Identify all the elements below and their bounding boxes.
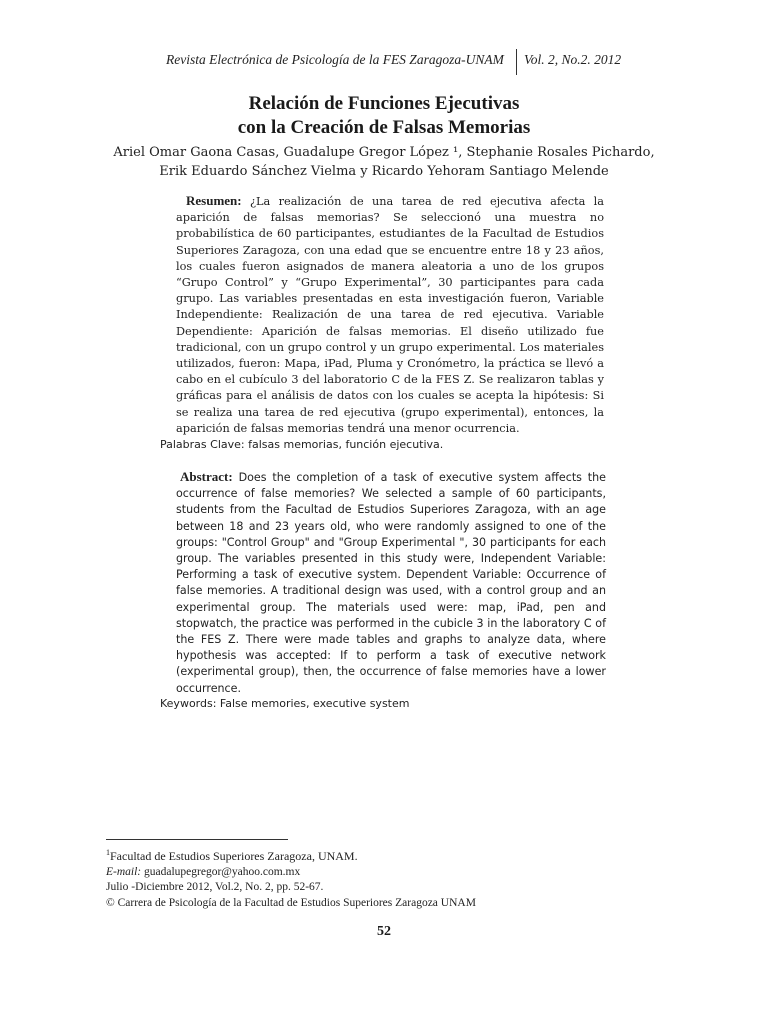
abstract-label: Abstract: — [180, 469, 233, 484]
title-line-2: con la Creación de Falsas Memorias — [237, 117, 531, 138]
footnote-email — [106, 865, 666, 881]
footnote-rule — [106, 839, 288, 840]
authors-line-2: Erik Eduardo Sánchez Vielma y Ricardo Yehoram Santiago Melende — [159, 164, 609, 179]
footnote-copyright: © Carrera de Psicología de la Facultad de Estudios Superiores Zaragoza UNAM — [106, 896, 476, 909]
affiliation-text: Facultad de Estudios Superiores Zaragoza, UNAM. — [110, 849, 358, 863]
resumen-label: Resumen: — [186, 193, 242, 208]
abstract-text: Does the completion of a task of executive system affects the occurrence of false memories? We selected a sample of 60 participants, students from the Facultad de Estudios Superiores Zaragoza, with an age between 18 and 23 years old, who were randomly assigned to one of the groups: "Control Group" and "Group Experimental ", 30 participants for each group. The variables presented in this study were, Independent Variable: Performing a task of executive system. Dependent Variable: Occurrence of false memories. A traditional design was used, with a control group and an experimental group. The materials used were: map, iPad, pen and stopwatch, the practice was performed in the cubicle 3 in the laboratory C of the FES Z. There were made tables and graphs to analyze data, where hypothesis was accepted: If to perform a task of executive network (experimental group), then, the occurrence of false memories have a lower occurrence. — [176, 471, 606, 695]
running-header — [140, 49, 640, 75]
journal-name: Revista Electrónica de Psicología de la FES Zaragoza-UNAM — [166, 52, 504, 67]
palabras-clave: Palabras Clave: falsas memorias, función ejecutiva. — [160, 438, 444, 451]
authors-line-1: Ariel Omar Gaona Casas, Guadalupe Gregor López ¹, Stephanie Rosales Pichardo, — [113, 145, 655, 160]
footnote-affiliation — [106, 845, 666, 865]
header-separator — [516, 49, 517, 75]
article-title — [0, 92, 768, 140]
title-line-1: Relación de Funciones Ejecutivas — [248, 93, 520, 114]
resumen-section — [176, 193, 604, 437]
email-address[interactable]: guadalupegregor@yahoo.com.mx — [144, 865, 301, 878]
keywords: Keywords: False memories, executive system — [160, 697, 410, 710]
volume-info: Vol. 2, No.2. 2012 — [524, 52, 622, 67]
abstract-paragraph — [176, 469, 606, 697]
resumen-text: ¿La realización de una tarea de red ejecutiva afecta la aparición de falsas memorias? Se seleccionó una muestra no probabilística de 60 participantes, estudiantes de la Facultad de Estudios Superiores Zaragoza, con una edad que se encuentre entre 18 y 23 años, los cuales fueron asignados de manera aleatoria a uno de los grupos “Grupo Control” y “Grupo Experimental”, 30 participantes para cada grupo. Las variables presentadas en esta investigación fueron, Variable Independiente: Realización de una tarea de red ejecutiva. Variable Dependiente: Aparición de falsas memorias. El diseño utilizado fue tradicional, con un grupo control y un grupo experimental. Los materiales utilizados, fueron: Mapa, iPad, Pluma y Cronómetro, la práctica se llevó a cabo en el cubículo 3 del laboratorio C de la FES Z. Se realizaron tablas y gráficas para el análisis de datos con los cuales se acepta la hipótesis: Si se realiza una tarea de red ejecutiva (grupo experimental), entonces, la aparición de falsas memorias tendrá una menor ocurrencia. — [176, 195, 604, 435]
page-number: 52 — [377, 924, 391, 939]
footnote-citation: Julio -Diciembre 2012, Vol.2, No. 2, pp. 52-67. — [106, 881, 324, 893]
author-list — [0, 143, 768, 181]
abstract-section — [176, 469, 606, 697]
footnotes — [106, 845, 666, 911]
resumen-paragraph — [176, 193, 604, 437]
email-label: E-mail: — [106, 865, 142, 878]
footnote-marker: 1 — [106, 848, 110, 857]
